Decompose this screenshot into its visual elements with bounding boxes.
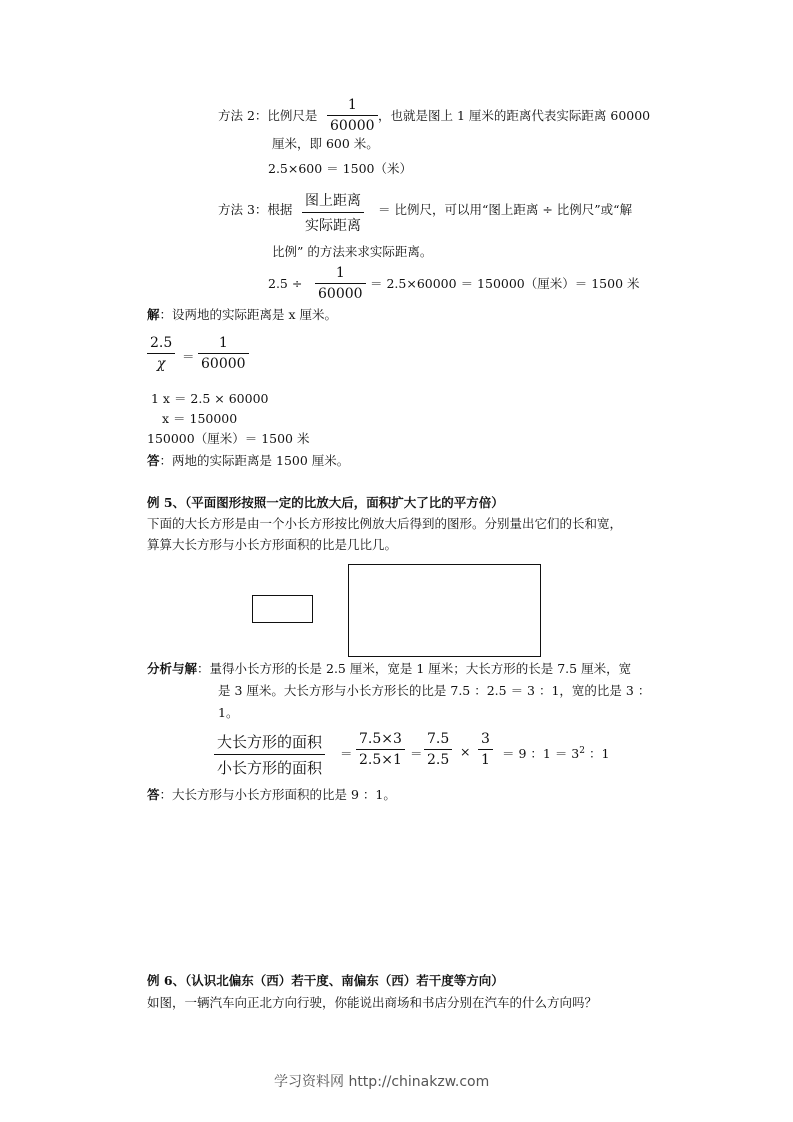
method3-calc-num: 1 [335, 265, 345, 281]
solution-label: 解 [147, 307, 160, 322]
example5-f3-num: 7.5 [427, 731, 450, 747]
method2-calc: 2.5×600 ＝ 1500（米） [268, 161, 412, 176]
method3-suffix: ＝ 比例尺，可以用“图上距离 ÷ 比例尺”或“解 [378, 202, 633, 217]
example5-analysis-label: 分析与解 [147, 661, 198, 676]
example5-times: × [460, 744, 471, 759]
solution-line [147, 307, 337, 323]
example5-f3-den: 2.5 [424, 749, 452, 768]
solution-answer [147, 453, 349, 469]
example5-result-sup: 2 [579, 745, 585, 756]
example5-fraction-3 [424, 731, 452, 768]
example5-analysis-text-1: ：量得小长方形的长是 2.5 厘米，宽是 1 厘米；大长方形的长是 7.5 厘米，宽 [197, 661, 632, 676]
example5-fraction-2 [356, 731, 405, 768]
method2-line2: 厘米，即 600 米。 [272, 136, 379, 151]
example6-line1: 如图，一辆汽车向正北方向行驶，你能说出商场和书店分别在汽车的什么方向吗？ [147, 995, 598, 1010]
footer-watermark: 学习资料网 http://chinakzw.com [274, 1074, 490, 1090]
example5-analysis-2: 是 3 厘米。大长方形与小长方形长的比是 7.5 ：2.5 ＝ 3 ：1，宽的比是 3 ： [218, 683, 651, 698]
example5-title: 例 5、（平面图形按照一定的比放大后，面积扩大了比的平方倍） [147, 495, 504, 510]
example5-f4-num: 3 [481, 731, 490, 747]
solution-step2: x ＝ 150000 [162, 411, 238, 426]
example5-analysis-3: 1。 [218, 705, 239, 720]
example5-f4-den: 1 [478, 749, 493, 768]
method3-line2: 比例” 的方法来求实际距离。 [272, 244, 433, 259]
example5-result-pre: ＝ 9 ：1 ＝ 3 [502, 746, 580, 761]
example5-result [502, 744, 609, 762]
example5-f1-den: 小长方形的面积 [214, 754, 325, 778]
solution-answer-text: ：两地的实际距离是 1500 厘米。 [159, 453, 350, 468]
example5-fraction-4 [478, 731, 493, 768]
example6-title: 例 6、（认识北偏东（西）若干度、南偏东（西）若干度等方向） [147, 973, 504, 988]
method3-frac-den: 实际距离 [302, 212, 364, 235]
method3-fraction [302, 190, 364, 235]
method2-frac-num: 1 [347, 97, 357, 113]
method3-frac-num: 图上距离 [305, 193, 361, 209]
solution-eq-den1: χ [147, 353, 175, 372]
example5-f1-num: 大长方形的面积 [217, 733, 323, 751]
solution-answer-label: 答 [147, 453, 160, 468]
example5-line1: 下面的大长方形是由一个小长方形按比例放大后得到的图形。分别量出它们的长和宽， [147, 516, 623, 531]
example5-f2-den: 2.5×1 [356, 749, 405, 768]
method3-calc-fraction [315, 265, 366, 302]
solution-fraction-right [198, 335, 249, 372]
solution-eq-den2: 60000 [198, 353, 249, 372]
example5-answer [147, 787, 396, 803]
solution-step1: 1 x ＝ 2.5 × 60000 [151, 391, 269, 406]
example5-f2-num: 7.5×3 [359, 731, 402, 747]
example5-analysis-1 [147, 661, 631, 677]
example5-result-post: ：1 [588, 746, 610, 761]
method2-frac-den: 60000 [327, 115, 378, 134]
solution-eq-sign: ＝ [182, 349, 195, 364]
method3-calc-den: 60000 [315, 283, 366, 302]
large-rectangle [348, 564, 541, 657]
method3-prefix: 方法 3：根据 [218, 202, 293, 217]
method2-suffix: ，也就是图上 1 厘米的距离代表实际距离 60000 [378, 108, 651, 123]
method2-fraction [327, 97, 378, 134]
example5-eq-2: ＝ [410, 746, 423, 761]
example5-answer-label: 答 [147, 787, 160, 802]
solution-eq-num1: 2.5 [150, 335, 173, 351]
method3-calc-right: ＝ 2.5×60000 ＝ 150000（厘米）＝ 1500 米 [370, 276, 640, 291]
solution-eq-num2: 1 [218, 335, 228, 351]
method3-calc-left: 2.5 ÷ [268, 276, 303, 291]
method2-prefix: 方法 2：比例尺是 [218, 108, 318, 123]
example5-answer-text: ：大长方形与小长方形面积的比是 9 ：1。 [159, 787, 396, 802]
solution-fraction-left [147, 335, 175, 372]
solution-text: ：设两地的实际距离是 x 厘米。 [159, 307, 338, 322]
small-rectangle [252, 595, 313, 623]
example5-line2: 算算大长方形与小长方形面积的比是几比几。 [147, 537, 398, 552]
example5-fraction-1 [214, 731, 325, 778]
example5-eq-1: ＝ [340, 746, 353, 761]
solution-step3: 150000（厘米）＝ 1500 米 [147, 431, 310, 446]
